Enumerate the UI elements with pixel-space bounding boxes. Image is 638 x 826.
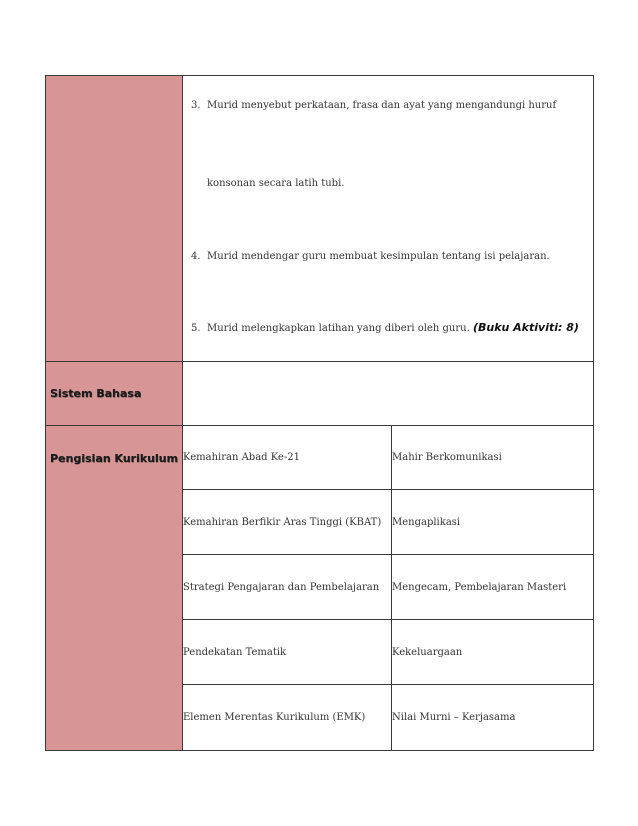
step-number: 4.: [191, 251, 201, 262]
activity-label-cell: [46, 76, 183, 362]
pengisian-row: [46, 426, 594, 490]
pengisian-key: Kemahiran Berfikir Aras Tinggi (KBAT): [183, 490, 392, 555]
sistem-bahasa-label: Sistem Bahasa: [50, 387, 142, 400]
pengisian-key: Strategi Pengajaran dan Pembelajaran: [183, 555, 392, 620]
step-5: [191, 321, 579, 334]
lesson-plan-table: [45, 75, 594, 751]
step-text: Murid mendengar guru membuat kesimpulan tentang isi pelajaran.: [207, 251, 550, 262]
pengisian-label-cell: [46, 426, 183, 751]
step-4: [191, 251, 550, 262]
pengisian-value: Mengecam, Pembelajaran Masteri: [392, 555, 594, 620]
step-text: Murid menyebut perkataan, frasa dan ayat yang mengandungi huruf: [207, 100, 557, 111]
activity-steps-cell: [183, 76, 594, 362]
pengisian-key: Elemen Merentas Kurikulum (EMK): [183, 685, 392, 751]
pengisian-label: Pengisian Kurikulum: [50, 452, 178, 465]
step-number: 5.: [191, 323, 201, 334]
step-number: 3.: [191, 100, 201, 111]
pengisian-value: Kekeluargaan: [392, 620, 594, 685]
sistem-bahasa-value: [183, 362, 594, 426]
pengisian-value: Mahir Berkomunikasi: [392, 426, 594, 490]
pengisian-key: Pendekatan Tematik: [183, 620, 392, 685]
sistem-bahasa-row: [46, 362, 594, 426]
step-3: [191, 100, 556, 111]
step-3-continuation: konsonan secara latih tubi.: [207, 178, 345, 189]
lesson-plan-sheet: [45, 75, 593, 751]
sistem-bahasa-label-cell: [46, 362, 183, 426]
pengisian-value: Nilai Murni – Kerjasama: [392, 685, 594, 751]
activity-steps-row: [46, 76, 594, 362]
pengisian-key: Kemahiran Abad Ke-21: [183, 426, 392, 490]
step-text: Murid melengkapkan latihan yang diberi oleh guru.: [207, 323, 470, 334]
activity-book-reference: (Buku Aktiviti: 8): [472, 321, 579, 334]
pengisian-value: Mengaplikasi: [392, 490, 594, 555]
